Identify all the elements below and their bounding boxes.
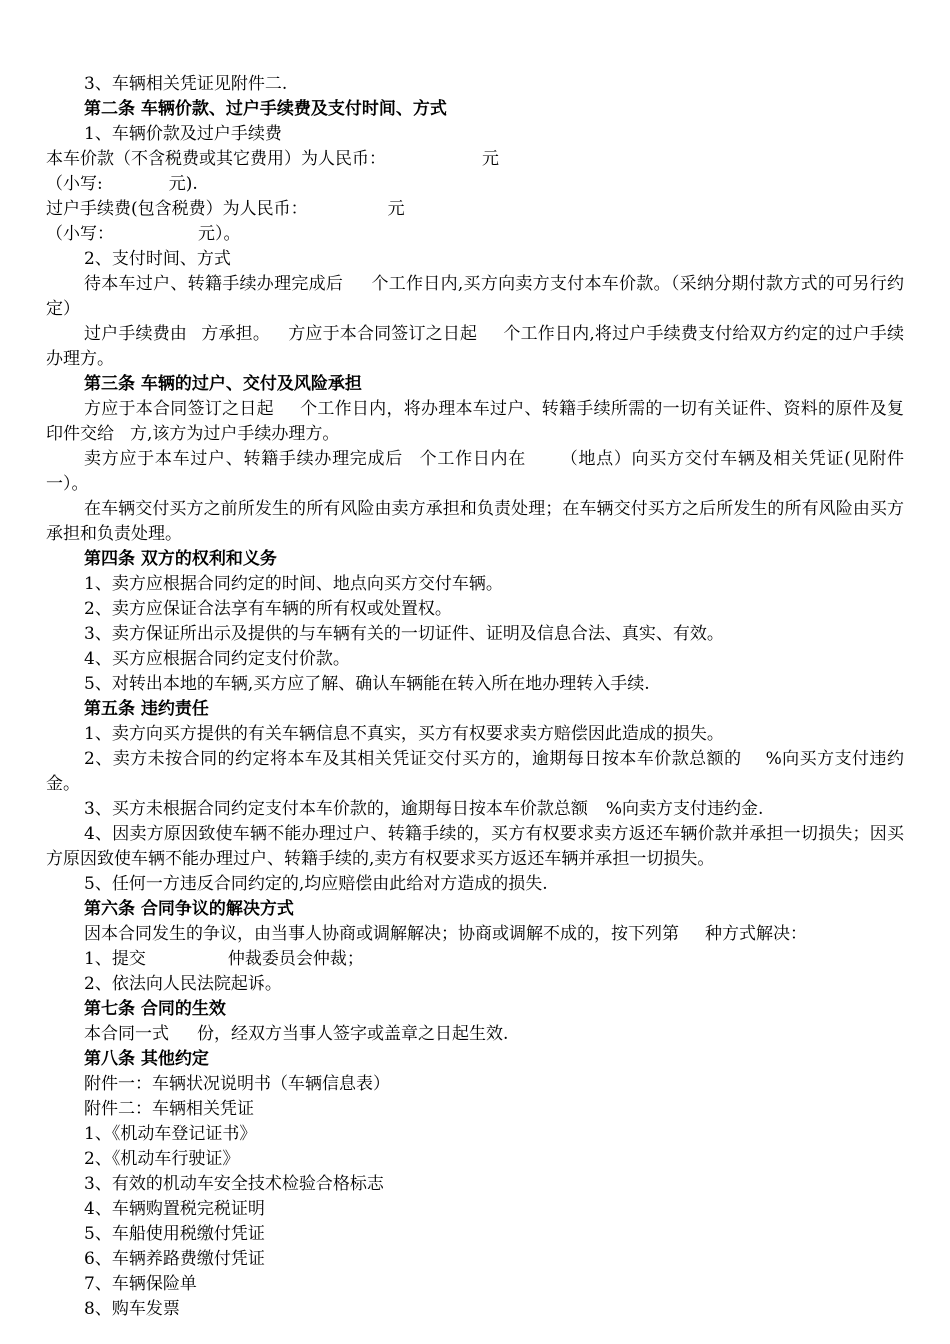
text-run: 1、提交 [84,949,146,969]
text-run: （地点）向买方交付车辆及相关凭证(见附件一）。 [46,449,905,494]
paragraph-line [46,947,904,972]
paragraph-line [46,322,904,372]
text-run: 元）。 [198,224,241,244]
paragraph-line [46,447,904,497]
text-run: 元 [387,199,405,219]
paragraph-line: 6、车辆养路费缴付凭证 [84,1249,265,1269]
paragraph-line: 2、卖方应保证合法享有车辆的所有权或处置权。 [84,599,452,619]
paragraph-line [46,147,904,172]
paragraph-line: 2、支付时间、方式 [84,249,231,269]
text-run: 个工作日内,买方向卖方支付本车价款。（采纳分期付款方式的可另行约定） [46,274,905,319]
paragraph-line: 附件一：车辆状况说明书（车辆信息表） [84,1074,390,1094]
paragraph-line: 5、车船使用税缴付凭证 [84,1224,265,1244]
text-run: %向卖方支付违约金. [605,799,764,819]
text-run: 方应于本合同签订之日起 [84,399,274,419]
section-heading: 第四条 双方的权利和义务 [84,549,277,569]
contract-page [46,72,904,1322]
text-run: 卖方应于本车过户、转籍手续办理完成后 [84,449,403,469]
paragraph-line: 1、《机动车登记证书》 [84,1124,257,1144]
paragraph-line [46,797,904,822]
paragraph-line: 3、车辆相关凭证见附件二. [84,74,288,94]
text-run: 个工作日内,将过户手续费支付给双方约定的过户手续办理方。 [46,324,905,369]
paragraph-line [46,397,904,447]
paragraph-line [46,1022,904,1047]
text-run: （小写: [46,174,103,194]
paragraph-line: 2、依法向人民法院起诉。 [84,974,282,994]
paragraph-line: 1、卖方向买方提供的有关车辆信息不真实，买方有权要求卖方赔偿因此造成的损失。 [84,724,724,744]
text-run: 过户手续费(包含税费）为人民币： [46,199,308,219]
text-run: 元). [168,174,198,194]
text-run: 个工作日内在 [418,449,526,469]
paragraph-line [46,747,904,797]
paragraph-line: 2、《机动车行驶证》 [84,1149,240,1169]
paragraph-line: 8、购车发票 [84,1299,180,1319]
paragraph-line: 在车辆交付买方之前所发生的所有风险由卖方承担和负责处理；在车辆交付买方之后所发生的所有风险由买方承担和负责处理。 [46,499,904,544]
paragraph-line [46,172,904,197]
text-run: 本合同一式 [84,1024,169,1044]
paragraph-line: 4、因卖方原因致使车辆不能办理过户、转籍手续的，买方有权要求卖方返还车辆价款并承担一切损失；因买方原因致使车辆不能办理过户、转籍手续的,卖方有权要求买方返还车辆并承担一切损失。 [46,824,904,869]
paragraph-line [46,272,904,322]
text-run: 过户手续费由 [84,324,188,344]
paragraph-line: 3、卖方保证所出示及提供的与车辆有关的一切证件、证明及信息合法、真实、有效。 [84,624,724,644]
text-run: 个工作日内，将办理本车过户、转籍手续所需的一切有关证件、资料的原件及复印件交给 [46,399,905,444]
section-heading: 第七条 合同的生效 [84,999,226,1019]
paragraph-line [46,197,904,222]
text-run: %向买方支付违约金。 [46,749,904,794]
paragraph-line: 5、对转出本地的车辆,买方应了解、确认车辆能在转入所在地办理转入手续. [84,674,650,694]
section-heading: 第六条 合同争议的解决方式 [84,899,294,919]
paragraph-line: 7、车辆保险单 [84,1274,197,1294]
section-heading: 第三条 车辆的过户、交付及风险承担 [84,374,362,394]
text-run: 方应于本合同签订之日起 [288,324,478,344]
text-run: 本车价款（不含税费或其它费用）为人民币： [46,149,386,169]
text-run: 方承担。 [201,324,271,344]
paragraph-line [46,922,904,947]
paragraph-line: 3、有效的机动车安全技术检验合格标志 [84,1174,384,1194]
text-run: 种方式解决： [705,924,807,944]
section-heading: 第五条 违约责任 [84,699,209,719]
text-run: 方,该方为过户手续办理方。 [130,424,340,444]
paragraph-line: 5、任何一方违反合同约定的,均应赔偿由此给对方造成的损失. [84,874,548,894]
paragraph-line: 4、车辆购置税完税证明 [84,1199,265,1219]
paragraph-line: 1、卖方应根据合同约定的时间、地点向买方交付车辆。 [84,574,503,594]
text-run: 待本车过户、转籍手续办理完成后 [84,274,344,294]
text-run: （小写： [46,224,114,244]
text-run: 元 [482,149,499,169]
text-run: 因本合同发生的争议，由当事人协商或调解解决；协商或调解不成的，按下列第 [84,924,679,944]
text-run: 仲裁委员会仲裁； [227,949,364,969]
paragraph-line: 附件二：车辆相关凭证 [84,1099,254,1119]
section-heading: 第二条 车辆价款、过户手续费及支付时间、方式 [84,99,447,119]
section-heading: 第八条 其他约定 [84,1049,209,1069]
text-run: 2、卖方未按合同的约定将本车及其相关凭证交付买方的，逾期每日按本车价款总额的 [84,749,742,769]
text-run: 3、买方未根据合同约定支付本车价款的，逾期每日按本车价款总额 [84,799,588,819]
paragraph-line: 1、车辆价款及过户手续费 [84,124,282,144]
paragraph-line: 4、买方应根据合同约定支付价款。 [84,649,350,669]
text-run: 份，经双方当事人签字或盖章之日起生效. [197,1024,509,1044]
paragraph-line [46,222,904,247]
